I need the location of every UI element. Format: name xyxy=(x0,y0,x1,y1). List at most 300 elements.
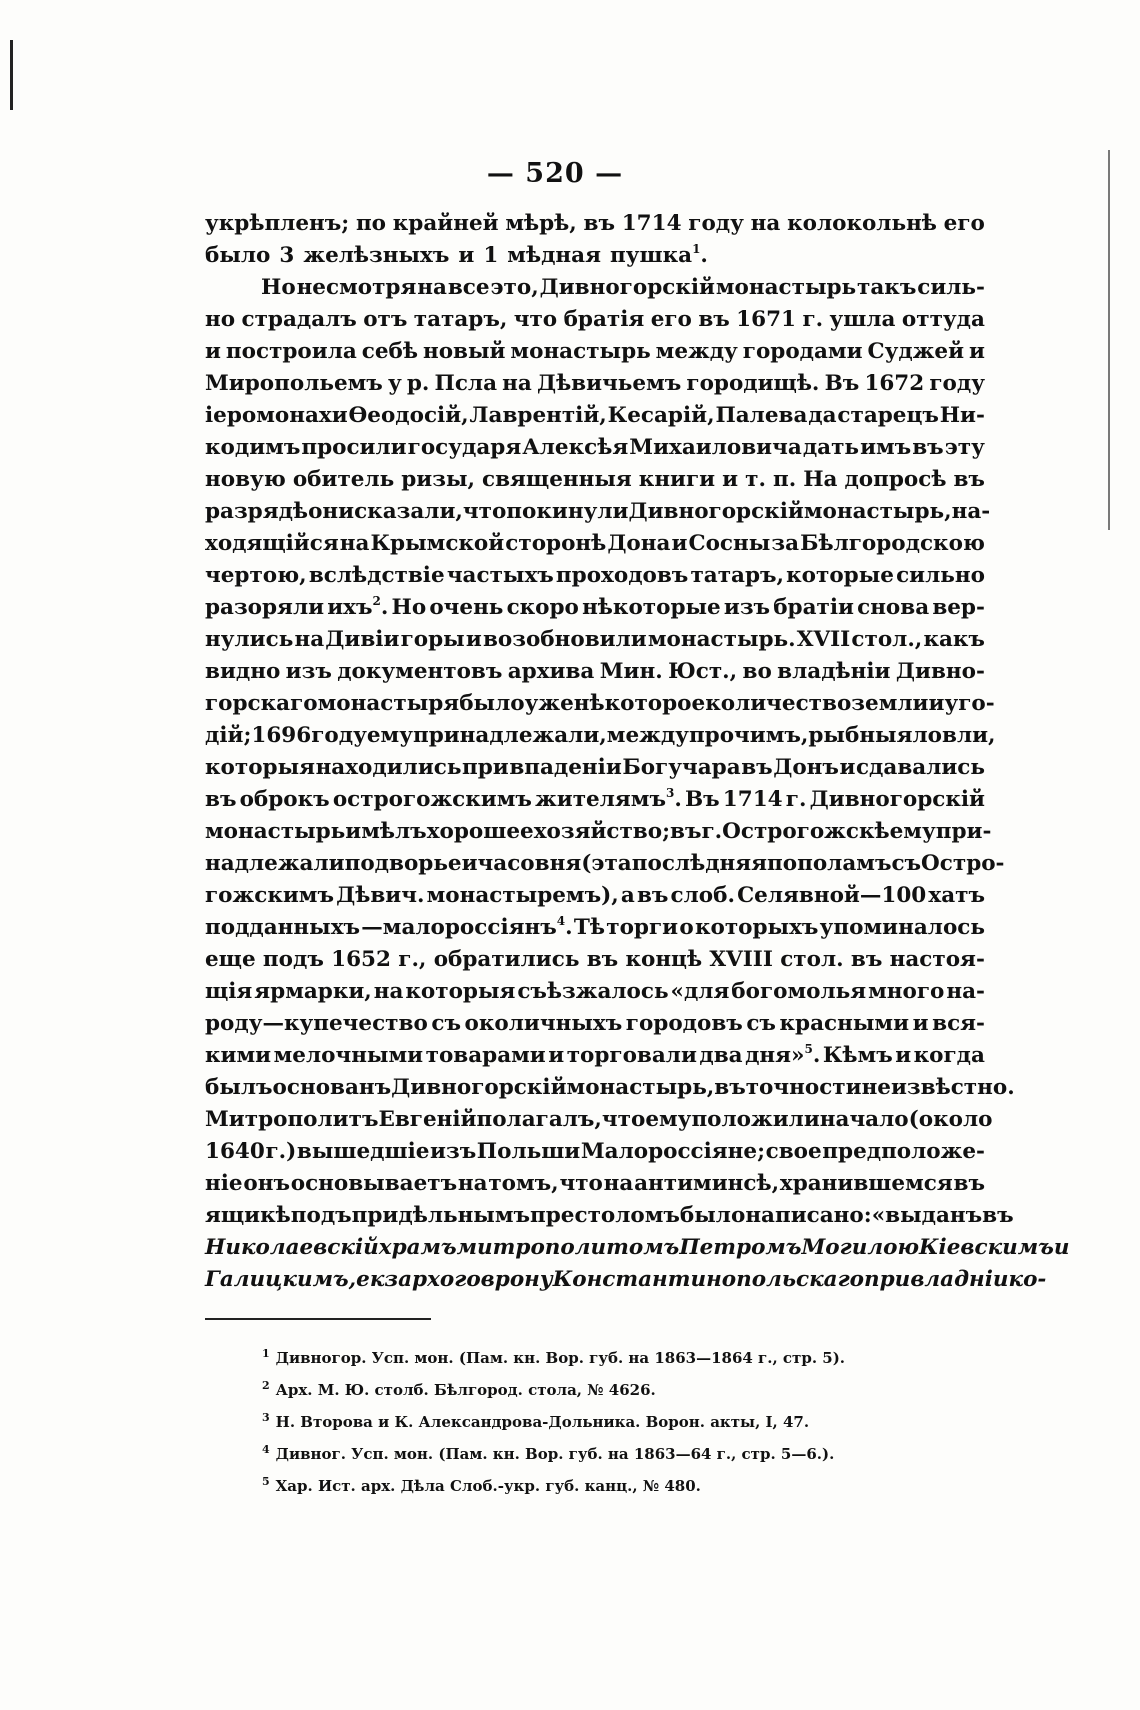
word: уго- xyxy=(944,691,995,716)
word: еще xyxy=(205,947,256,972)
word: священныя xyxy=(482,467,632,492)
word: Лаврентій, xyxy=(469,403,607,428)
word: съ xyxy=(431,1011,461,1036)
page-number: — 520 — xyxy=(486,158,624,189)
text-line xyxy=(205,848,1005,880)
word: силь- xyxy=(917,275,985,300)
footnote-mark: 2 xyxy=(262,1379,270,1392)
word: горы xyxy=(400,627,465,652)
word: Юст., xyxy=(668,659,738,684)
word: монастырь, xyxy=(566,1075,715,1100)
word: и xyxy=(928,691,945,716)
word: принадлежали, xyxy=(412,723,607,748)
text-line xyxy=(205,720,996,752)
footnote-mark: 3 xyxy=(262,1411,270,1424)
word: 3 xyxy=(279,243,295,268)
word: изъ xyxy=(430,1139,477,1164)
text-line xyxy=(205,912,985,944)
word: митрополитомъ xyxy=(456,1235,680,1260)
text-line xyxy=(205,560,985,592)
word: Острогожскѣ xyxy=(722,819,890,844)
text-line xyxy=(205,208,985,240)
word: когда xyxy=(913,1043,985,1068)
word: отъ xyxy=(363,307,408,332)
text-line xyxy=(205,656,985,688)
word: монастырь xyxy=(715,275,857,300)
word: онъ xyxy=(243,1171,290,1196)
word: татаръ, xyxy=(690,563,784,588)
word: монастырь xyxy=(510,339,651,364)
word: г. xyxy=(802,307,824,332)
word: съ xyxy=(746,1011,776,1036)
word: и xyxy=(461,851,478,876)
footnote xyxy=(262,1372,962,1404)
word: новую xyxy=(205,467,286,492)
word: на- xyxy=(951,499,991,524)
word: полагалъ, xyxy=(476,1107,602,1132)
word: 1714 xyxy=(621,211,682,236)
word: и xyxy=(1053,1235,1070,1260)
word: которыя xyxy=(205,755,315,780)
word: ризы, xyxy=(401,467,475,492)
word: Евгеній xyxy=(378,1107,477,1132)
word: построила xyxy=(225,339,357,364)
word: томъ, xyxy=(488,1171,559,1196)
word: въ xyxy=(636,883,669,908)
word: п. xyxy=(772,467,797,492)
word: Дона xyxy=(607,531,671,556)
word: хранившемся xyxy=(779,1171,953,1196)
scan-edge-mark-right xyxy=(1108,150,1110,530)
word: сильно xyxy=(896,563,985,588)
word: р. xyxy=(406,371,430,396)
word: 1696 xyxy=(251,723,312,748)
word: вся- xyxy=(932,1011,985,1036)
word: Дивно- xyxy=(895,659,985,684)
word: Дивногорскій xyxy=(539,275,715,300)
word: іеромонахи xyxy=(205,403,348,428)
word: колокольнѣ xyxy=(787,211,937,236)
word: Но xyxy=(261,275,296,300)
word: престоломъ xyxy=(530,1203,680,1228)
text-line xyxy=(205,1104,993,1136)
word: которыя xyxy=(405,979,516,1004)
word: было xyxy=(205,243,271,268)
word: Петромъ xyxy=(679,1235,802,1260)
text-line xyxy=(205,1008,985,1040)
word: съ xyxy=(891,851,922,876)
text-line xyxy=(205,944,985,976)
footnote xyxy=(262,1340,962,1372)
word: т. xyxy=(745,467,766,492)
word: находились xyxy=(315,755,462,780)
text-line xyxy=(205,336,985,368)
word: Константинопольскаго xyxy=(552,1267,865,1292)
word: уже xyxy=(524,691,574,716)
word: основанъ xyxy=(272,1075,392,1100)
word: Николаевскій xyxy=(205,1235,379,1260)
word: торговали xyxy=(566,1043,697,1068)
word: ходящійся xyxy=(205,531,339,556)
word: Въ xyxy=(684,787,720,812)
word: мѣрѣ, xyxy=(505,211,577,236)
word: Кесарій, xyxy=(607,403,715,428)
word: снова xyxy=(857,595,930,620)
word: упоминалось xyxy=(819,915,985,940)
word: роду—купечество xyxy=(205,1011,428,1036)
word: Дивіи xyxy=(325,627,400,652)
word: разрядѣ xyxy=(205,499,309,524)
word: концѣ xyxy=(625,947,703,972)
word: количество xyxy=(705,691,852,716)
footnote-mark: 5 xyxy=(262,1475,270,1488)
word: это, xyxy=(490,275,539,300)
word: между xyxy=(606,723,689,748)
word: Польши xyxy=(476,1139,581,1164)
word: частыхъ xyxy=(446,563,554,588)
word: во xyxy=(742,659,772,684)
text-line xyxy=(205,304,985,336)
word: 1640 xyxy=(205,1139,265,1164)
word: пополамъ xyxy=(767,851,892,876)
word: торги xyxy=(606,915,679,940)
word: страдалъ xyxy=(241,307,357,332)
word: на- xyxy=(946,979,985,1004)
word: Дѣвич. xyxy=(336,883,425,908)
word: ярмарки, xyxy=(254,979,372,1004)
word: храмъ xyxy=(378,1235,457,1260)
footnote-reference: 2 xyxy=(372,594,381,608)
word: его xyxy=(943,211,985,236)
word: и xyxy=(969,339,985,364)
word: Галицкимъ, xyxy=(205,1267,357,1292)
text-line xyxy=(205,272,985,304)
word: пушка$^1$. xyxy=(609,242,708,268)
word: монастыремъ), xyxy=(426,883,619,908)
word: околичныхъ xyxy=(464,1011,623,1036)
footnote-text: Дивног. Усп. мон. (Пам. кн. Вор. губ. на 1863—64 г., стр. 5—6.). xyxy=(275,1445,835,1463)
word: два xyxy=(699,1043,743,1068)
text-line xyxy=(205,592,985,624)
word: которые xyxy=(786,563,894,588)
word: 1672 xyxy=(864,371,925,396)
word: ко- xyxy=(1008,1267,1047,1292)
word: эту xyxy=(944,435,985,460)
word: хорошее xyxy=(426,819,534,844)
word: подъ xyxy=(262,947,324,972)
word: жителямъ$^3$. xyxy=(535,786,682,812)
word: было xyxy=(679,1203,746,1228)
word: монастыря xyxy=(317,691,460,716)
word: основываетъ xyxy=(290,1171,458,1196)
word: вышедшіе xyxy=(296,1139,430,1164)
text-line xyxy=(205,528,985,560)
word: было xyxy=(459,691,525,716)
text-line xyxy=(205,880,985,912)
word: неизвѣстно. xyxy=(861,1075,1015,1100)
word: что xyxy=(462,499,507,524)
word: въ xyxy=(583,211,615,236)
word: очень xyxy=(429,595,504,620)
word: начало xyxy=(819,1107,909,1132)
word: Въ xyxy=(824,371,860,396)
word: сторонѣ xyxy=(505,531,607,556)
word: (эта xyxy=(581,851,632,876)
word: нѣкоторые xyxy=(582,595,721,620)
word: дня»$^5$. xyxy=(745,1042,821,1068)
text-line xyxy=(205,816,992,848)
word: Бѣлгородскою xyxy=(800,531,985,556)
text-line xyxy=(205,752,985,784)
word: «для xyxy=(670,979,730,1004)
text-line xyxy=(205,368,985,400)
footnote-text: Хар. Ист. арх. Дѣла Слоб.-укр. губ. канц., № 480. xyxy=(275,1477,701,1495)
word: владніи xyxy=(910,1267,1009,1292)
word: г.) xyxy=(265,1139,297,1164)
text-line xyxy=(205,1136,985,1168)
word: ушла xyxy=(829,307,896,332)
word: горскаго xyxy=(205,691,318,716)
word: за xyxy=(771,531,800,556)
word: Кѣмъ xyxy=(822,1043,893,1068)
word: предположе- xyxy=(822,1139,985,1164)
footnote-reference: 3 xyxy=(665,786,675,800)
word: въ xyxy=(982,1203,1014,1228)
word: и xyxy=(548,1043,565,1068)
word: его xyxy=(650,307,692,332)
word: стол., xyxy=(851,627,923,652)
word: написано: xyxy=(745,1203,872,1228)
word: такъ xyxy=(857,275,917,300)
word: и xyxy=(671,531,688,556)
footnote-mark: 4 xyxy=(262,1443,270,1456)
word: что xyxy=(601,1107,646,1132)
word: Сосны xyxy=(688,531,771,556)
word: XVII xyxy=(796,627,851,652)
word: городовъ xyxy=(625,1011,743,1036)
word: на xyxy=(294,627,325,652)
word: сдавались xyxy=(855,755,985,780)
text-line xyxy=(205,1040,985,1072)
word: На xyxy=(803,467,838,492)
footnote-text: Н. Второва и К. Александрова-Дольника. Ворон. акты, I, 47. xyxy=(275,1413,810,1431)
main-text xyxy=(205,208,1070,1296)
word: что xyxy=(513,307,558,332)
word: владѣніи xyxy=(777,659,891,684)
word: возобновили xyxy=(482,627,647,652)
word: дій; xyxy=(205,723,252,748)
word: хатъ xyxy=(928,883,985,908)
word: Тѣ xyxy=(573,915,605,940)
word: —малороссіянъ$^4$. xyxy=(361,914,573,940)
word: крайней xyxy=(392,211,499,236)
word: на xyxy=(457,1171,488,1196)
scan-edge-mark-left xyxy=(10,40,13,110)
text-line xyxy=(205,624,985,656)
word: разоряли xyxy=(205,595,325,620)
word: просили xyxy=(301,435,407,460)
word: г. xyxy=(785,787,807,812)
word: на xyxy=(750,211,781,236)
word: положили xyxy=(691,1107,820,1132)
word: книги xyxy=(638,467,716,492)
word: но xyxy=(205,307,236,332)
word: точности xyxy=(745,1075,862,1100)
footnote xyxy=(262,1404,962,1436)
word: вслѣдствіе xyxy=(308,563,445,588)
word: все xyxy=(447,275,490,300)
word: допросѣ xyxy=(844,467,947,492)
word: что xyxy=(559,1171,603,1196)
word: г. xyxy=(701,819,723,844)
word: Михаиловича xyxy=(629,435,802,460)
word: хозяйство; xyxy=(533,819,671,844)
word: Крымской xyxy=(370,531,505,556)
footnote-text: Дивногор. Усп. мон. (Пам. кн. Вор. губ. на 1863—1864 г., стр. 5). xyxy=(275,1349,846,1367)
word: видно xyxy=(205,659,281,684)
word: надлежали xyxy=(205,851,345,876)
word: Митрополитъ xyxy=(205,1107,379,1132)
word: свое xyxy=(765,1139,822,1164)
word: Псла xyxy=(434,371,497,396)
footnote-text: Арх. М. Ю. столб. Бѣлгород. стола, № 4626. xyxy=(275,1381,656,1399)
text-line xyxy=(205,496,991,528)
word: на xyxy=(373,979,404,1004)
word: 1652 xyxy=(331,947,391,972)
footnote-reference: 5 xyxy=(804,1042,813,1056)
footnote-reference: 4 xyxy=(556,914,566,928)
word: и xyxy=(722,467,739,492)
word: да xyxy=(808,403,837,428)
word: XVIII xyxy=(709,947,773,972)
word: съѣзжалось xyxy=(517,979,669,1004)
word: Дѣвичьемъ xyxy=(536,371,682,396)
word: старецъ xyxy=(837,403,939,428)
word: гожскимъ xyxy=(205,883,334,908)
word: рыбныя xyxy=(808,723,913,748)
word: у xyxy=(387,371,402,396)
word: себѣ xyxy=(361,339,418,364)
word: при xyxy=(462,755,509,780)
word: оттуда xyxy=(901,307,985,332)
word: г., xyxy=(398,947,427,972)
word: ніе xyxy=(205,1171,243,1196)
footnotes xyxy=(262,1340,962,1500)
word: на xyxy=(417,275,447,300)
word: кими xyxy=(205,1043,272,1068)
word: году xyxy=(929,371,985,396)
word: покинули xyxy=(506,499,629,524)
word: желѣзныхъ xyxy=(303,243,450,268)
word: 1671 xyxy=(736,307,797,332)
word: часовня xyxy=(477,851,582,876)
word: былъ xyxy=(205,1075,273,1100)
word: въ xyxy=(205,787,237,812)
word: изъ xyxy=(285,659,332,684)
word: несмотря xyxy=(296,275,417,300)
word: новый xyxy=(422,339,506,364)
word: Мин. xyxy=(599,659,663,684)
word: монастырь xyxy=(205,819,346,844)
word: много xyxy=(868,979,945,1004)
word: прочимъ, xyxy=(688,723,809,748)
text-line xyxy=(205,1168,985,1200)
word: щія xyxy=(205,979,253,1004)
word: богомолья xyxy=(731,979,867,1004)
text-line xyxy=(205,1072,1015,1104)
word: и xyxy=(895,1043,912,1068)
word: Ни- xyxy=(939,403,985,428)
word: Дивногорскій xyxy=(628,499,804,524)
word: городами xyxy=(742,339,863,364)
word: на xyxy=(502,371,532,396)
word: Кіевскимъ xyxy=(918,1235,1054,1260)
word: о xyxy=(679,915,694,940)
word: Миропольемъ xyxy=(205,371,383,396)
word: въ xyxy=(698,307,730,332)
word: государя xyxy=(407,435,522,460)
word: антиминсѣ, xyxy=(634,1171,780,1196)
word: Дивногорскій xyxy=(391,1075,567,1100)
word: земли xyxy=(851,691,929,716)
word: и xyxy=(839,755,856,780)
word: и xyxy=(205,339,221,364)
word: между xyxy=(655,339,738,364)
footnote xyxy=(262,1436,962,1468)
word: впаденіи xyxy=(509,755,622,780)
word: настоя- xyxy=(889,947,985,972)
word: монастырь. xyxy=(647,627,796,652)
text-line xyxy=(205,432,985,464)
word: они xyxy=(308,499,355,524)
word: нѣкоторое xyxy=(573,691,706,716)
word: Суджей xyxy=(867,339,965,364)
word: ловли, xyxy=(912,723,996,748)
word: слоб. xyxy=(670,883,735,908)
word: городищѣ. xyxy=(686,371,820,396)
word: при xyxy=(864,1267,911,1292)
word: Дивногорскій xyxy=(809,787,985,812)
word: изъ xyxy=(723,595,771,620)
word: оброкъ xyxy=(239,787,330,812)
word: году xyxy=(311,723,367,748)
word: въ xyxy=(670,819,702,844)
word: въ xyxy=(586,947,619,972)
word: Донъ xyxy=(773,755,839,780)
word: послѣдняя xyxy=(631,851,768,876)
word: придѣльнымъ xyxy=(351,1203,531,1228)
text-line xyxy=(205,1264,1047,1296)
footnote-mark: 1 xyxy=(262,1347,270,1360)
word: имъ xyxy=(860,435,912,460)
word: Селявной—100 xyxy=(737,883,927,908)
word: имѣлъ xyxy=(345,819,427,844)
word: обитель xyxy=(292,467,395,492)
word: въ xyxy=(953,467,985,492)
word: году xyxy=(688,211,744,236)
word: Малороссіяне; xyxy=(580,1139,766,1164)
word: мелочными xyxy=(273,1043,424,1068)
word: кодимъ xyxy=(205,435,301,460)
word: татаръ, xyxy=(413,307,508,332)
text-line xyxy=(205,464,985,496)
word: (около xyxy=(908,1107,993,1132)
word: по xyxy=(355,211,387,236)
text-line xyxy=(205,1232,1070,1264)
word: на xyxy=(603,1171,634,1196)
word: проходовъ xyxy=(555,563,689,588)
word: братія xyxy=(563,307,645,332)
